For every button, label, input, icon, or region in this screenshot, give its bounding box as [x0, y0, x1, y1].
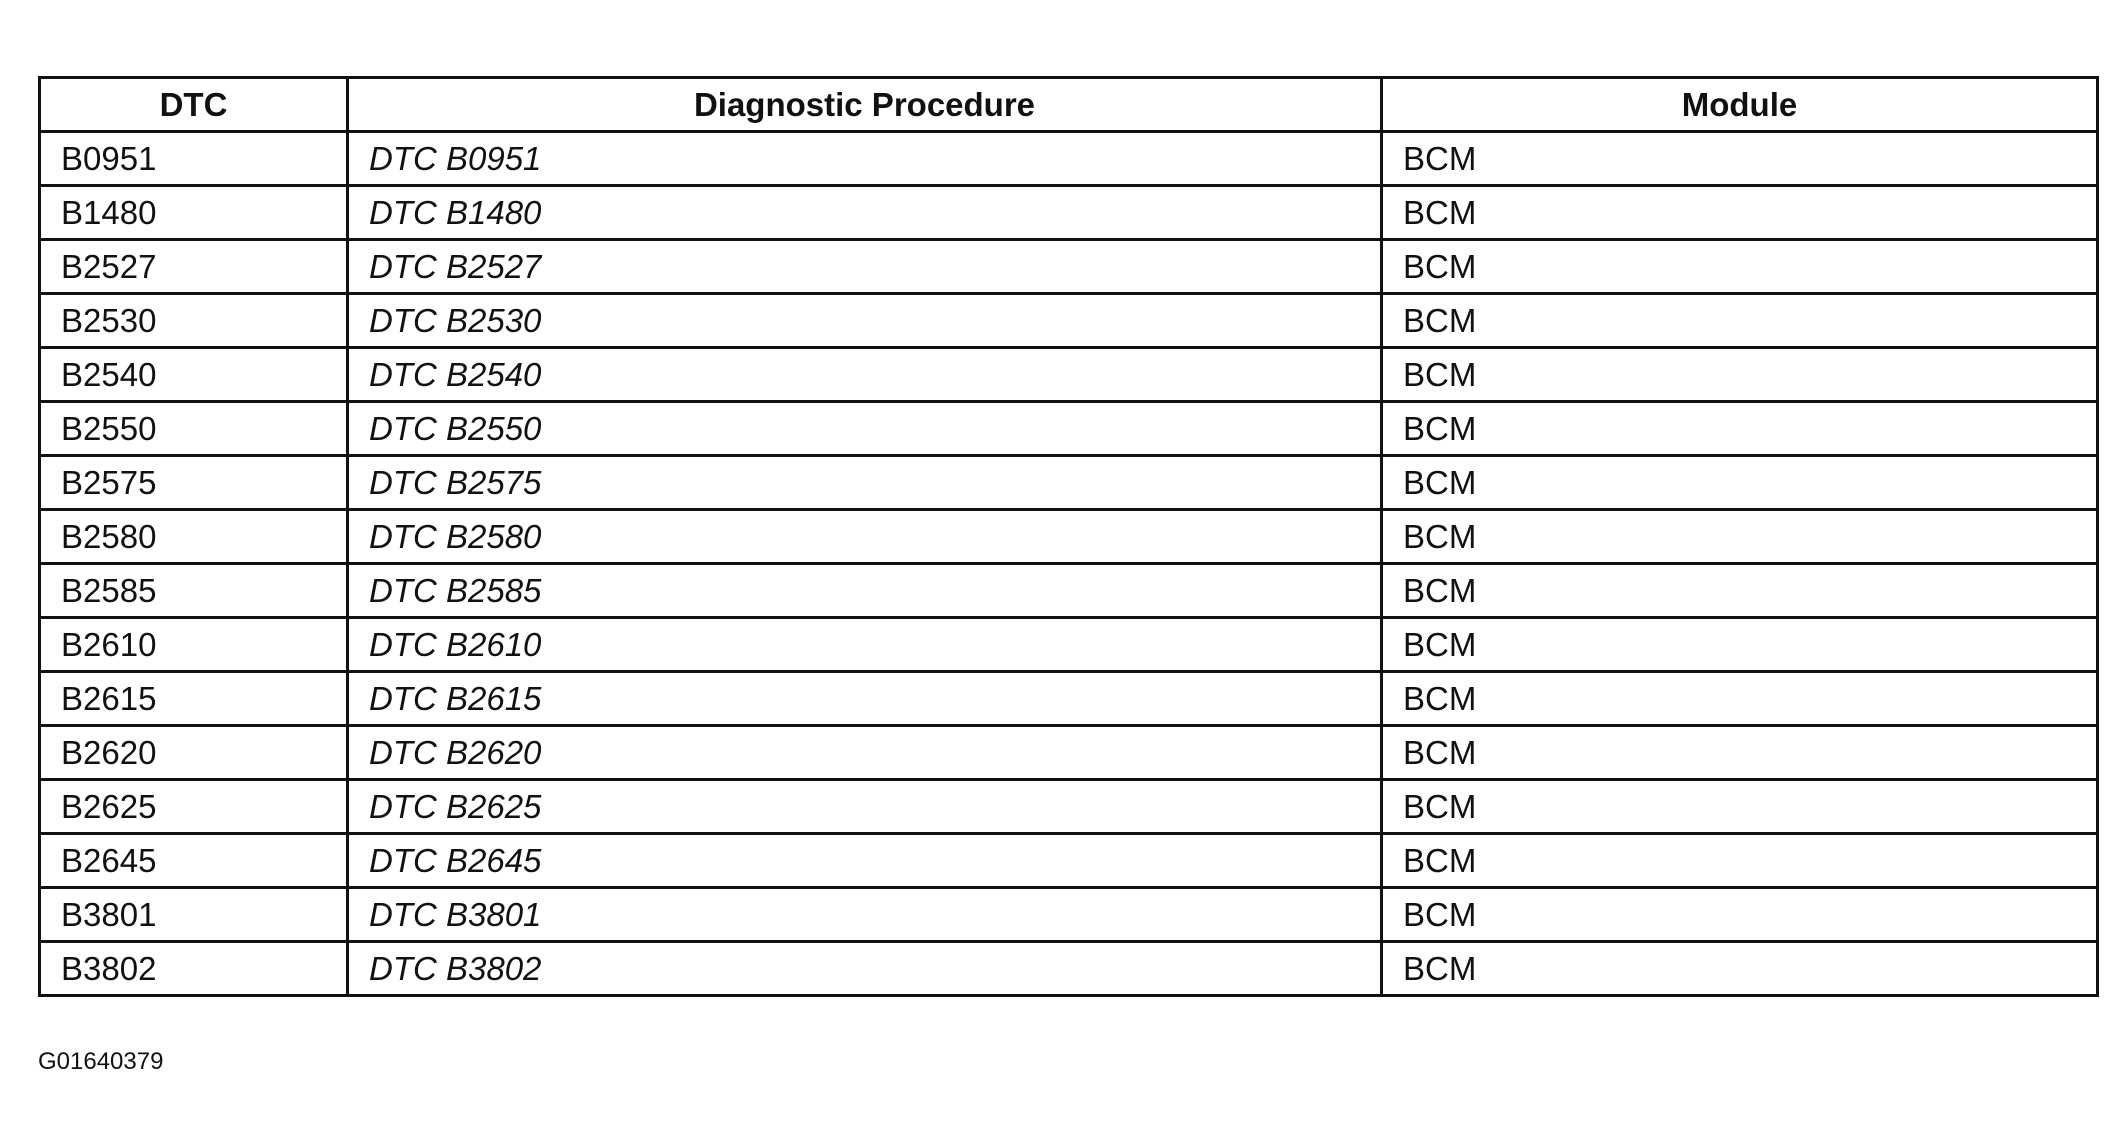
- cell-dtc-code: B2575: [40, 456, 348, 510]
- cell-procedure-link[interactable]: DTC B3801: [348, 888, 1382, 942]
- table-row: [40, 672, 2098, 726]
- table-row: [40, 942, 2098, 996]
- cell-procedure-link[interactable]: DTC B2645: [348, 834, 1382, 888]
- cell-module: BCM: [1382, 780, 2098, 834]
- cell-module: BCM: [1382, 294, 2098, 348]
- cell-dtc-code: B1480: [40, 186, 348, 240]
- table-row: [40, 294, 2098, 348]
- table-row: [40, 186, 2098, 240]
- cell-module: BCM: [1382, 348, 2098, 402]
- table-header-row: [40, 78, 2098, 132]
- cell-dtc-code: B2580: [40, 510, 348, 564]
- cell-procedure-link[interactable]: DTC B0951: [348, 132, 1382, 186]
- cell-dtc-code: B3802: [40, 942, 348, 996]
- cell-module: BCM: [1382, 186, 2098, 240]
- table-body: [40, 132, 2098, 996]
- table-row: [40, 348, 2098, 402]
- cell-module: BCM: [1382, 942, 2098, 996]
- table-row: [40, 402, 2098, 456]
- cell-procedure-link[interactable]: DTC B2615: [348, 672, 1382, 726]
- cell-module: BCM: [1382, 132, 2098, 186]
- cell-module: BCM: [1382, 888, 2098, 942]
- cell-module: BCM: [1382, 672, 2098, 726]
- header-module: Module: [1382, 78, 2098, 132]
- table-row: [40, 564, 2098, 618]
- cell-procedure-link[interactable]: DTC B2625: [348, 780, 1382, 834]
- cell-module: BCM: [1382, 510, 2098, 564]
- figure-id-label: G01640379: [38, 1048, 164, 1075]
- cell-procedure-link[interactable]: DTC B2550: [348, 402, 1382, 456]
- cell-dtc-code: B2625: [40, 780, 348, 834]
- cell-module: BCM: [1382, 564, 2098, 618]
- cell-dtc-code: B2645: [40, 834, 348, 888]
- cell-module: BCM: [1382, 834, 2098, 888]
- header-diagnostic-procedure: Diagnostic Procedure: [348, 78, 1382, 132]
- cell-module: BCM: [1382, 240, 2098, 294]
- table-row: [40, 456, 2098, 510]
- cell-module: BCM: [1382, 456, 2098, 510]
- dtc-table: [38, 76, 2099, 997]
- table-row: [40, 834, 2098, 888]
- cell-procedure-link[interactable]: DTC B1480: [348, 186, 1382, 240]
- cell-dtc-code: B2620: [40, 726, 348, 780]
- cell-dtc-code: B2550: [40, 402, 348, 456]
- header-dtc: DTC: [40, 78, 348, 132]
- cell-dtc-code: B2585: [40, 564, 348, 618]
- table-row: [40, 240, 2098, 294]
- cell-procedure-link[interactable]: DTC B2620: [348, 726, 1382, 780]
- cell-procedure-link[interactable]: DTC B2527: [348, 240, 1382, 294]
- cell-procedure-link[interactable]: DTC B2585: [348, 564, 1382, 618]
- table-row: [40, 780, 2098, 834]
- cell-dtc-code: B0951: [40, 132, 348, 186]
- cell-procedure-link[interactable]: DTC B2530: [348, 294, 1382, 348]
- table-row: [40, 132, 2098, 186]
- table-row: [40, 726, 2098, 780]
- table-row: [40, 510, 2098, 564]
- cell-module: BCM: [1382, 402, 2098, 456]
- cell-procedure-link[interactable]: DTC B2610: [348, 618, 1382, 672]
- cell-procedure-link[interactable]: DTC B2580: [348, 510, 1382, 564]
- cell-procedure-link[interactable]: DTC B3802: [348, 942, 1382, 996]
- cell-dtc-code: B2540: [40, 348, 348, 402]
- cell-dtc-code: B2530: [40, 294, 348, 348]
- table-row: [40, 888, 2098, 942]
- table-row: [40, 618, 2098, 672]
- cell-dtc-code: B2610: [40, 618, 348, 672]
- cell-module: BCM: [1382, 726, 2098, 780]
- cell-dtc-code: B3801: [40, 888, 348, 942]
- cell-dtc-code: B2527: [40, 240, 348, 294]
- dtc-document: [38, 76, 2096, 997]
- cell-module: BCM: [1382, 618, 2098, 672]
- cell-procedure-link[interactable]: DTC B2540: [348, 348, 1382, 402]
- cell-dtc-code: B2615: [40, 672, 348, 726]
- cell-procedure-link[interactable]: DTC B2575: [348, 456, 1382, 510]
